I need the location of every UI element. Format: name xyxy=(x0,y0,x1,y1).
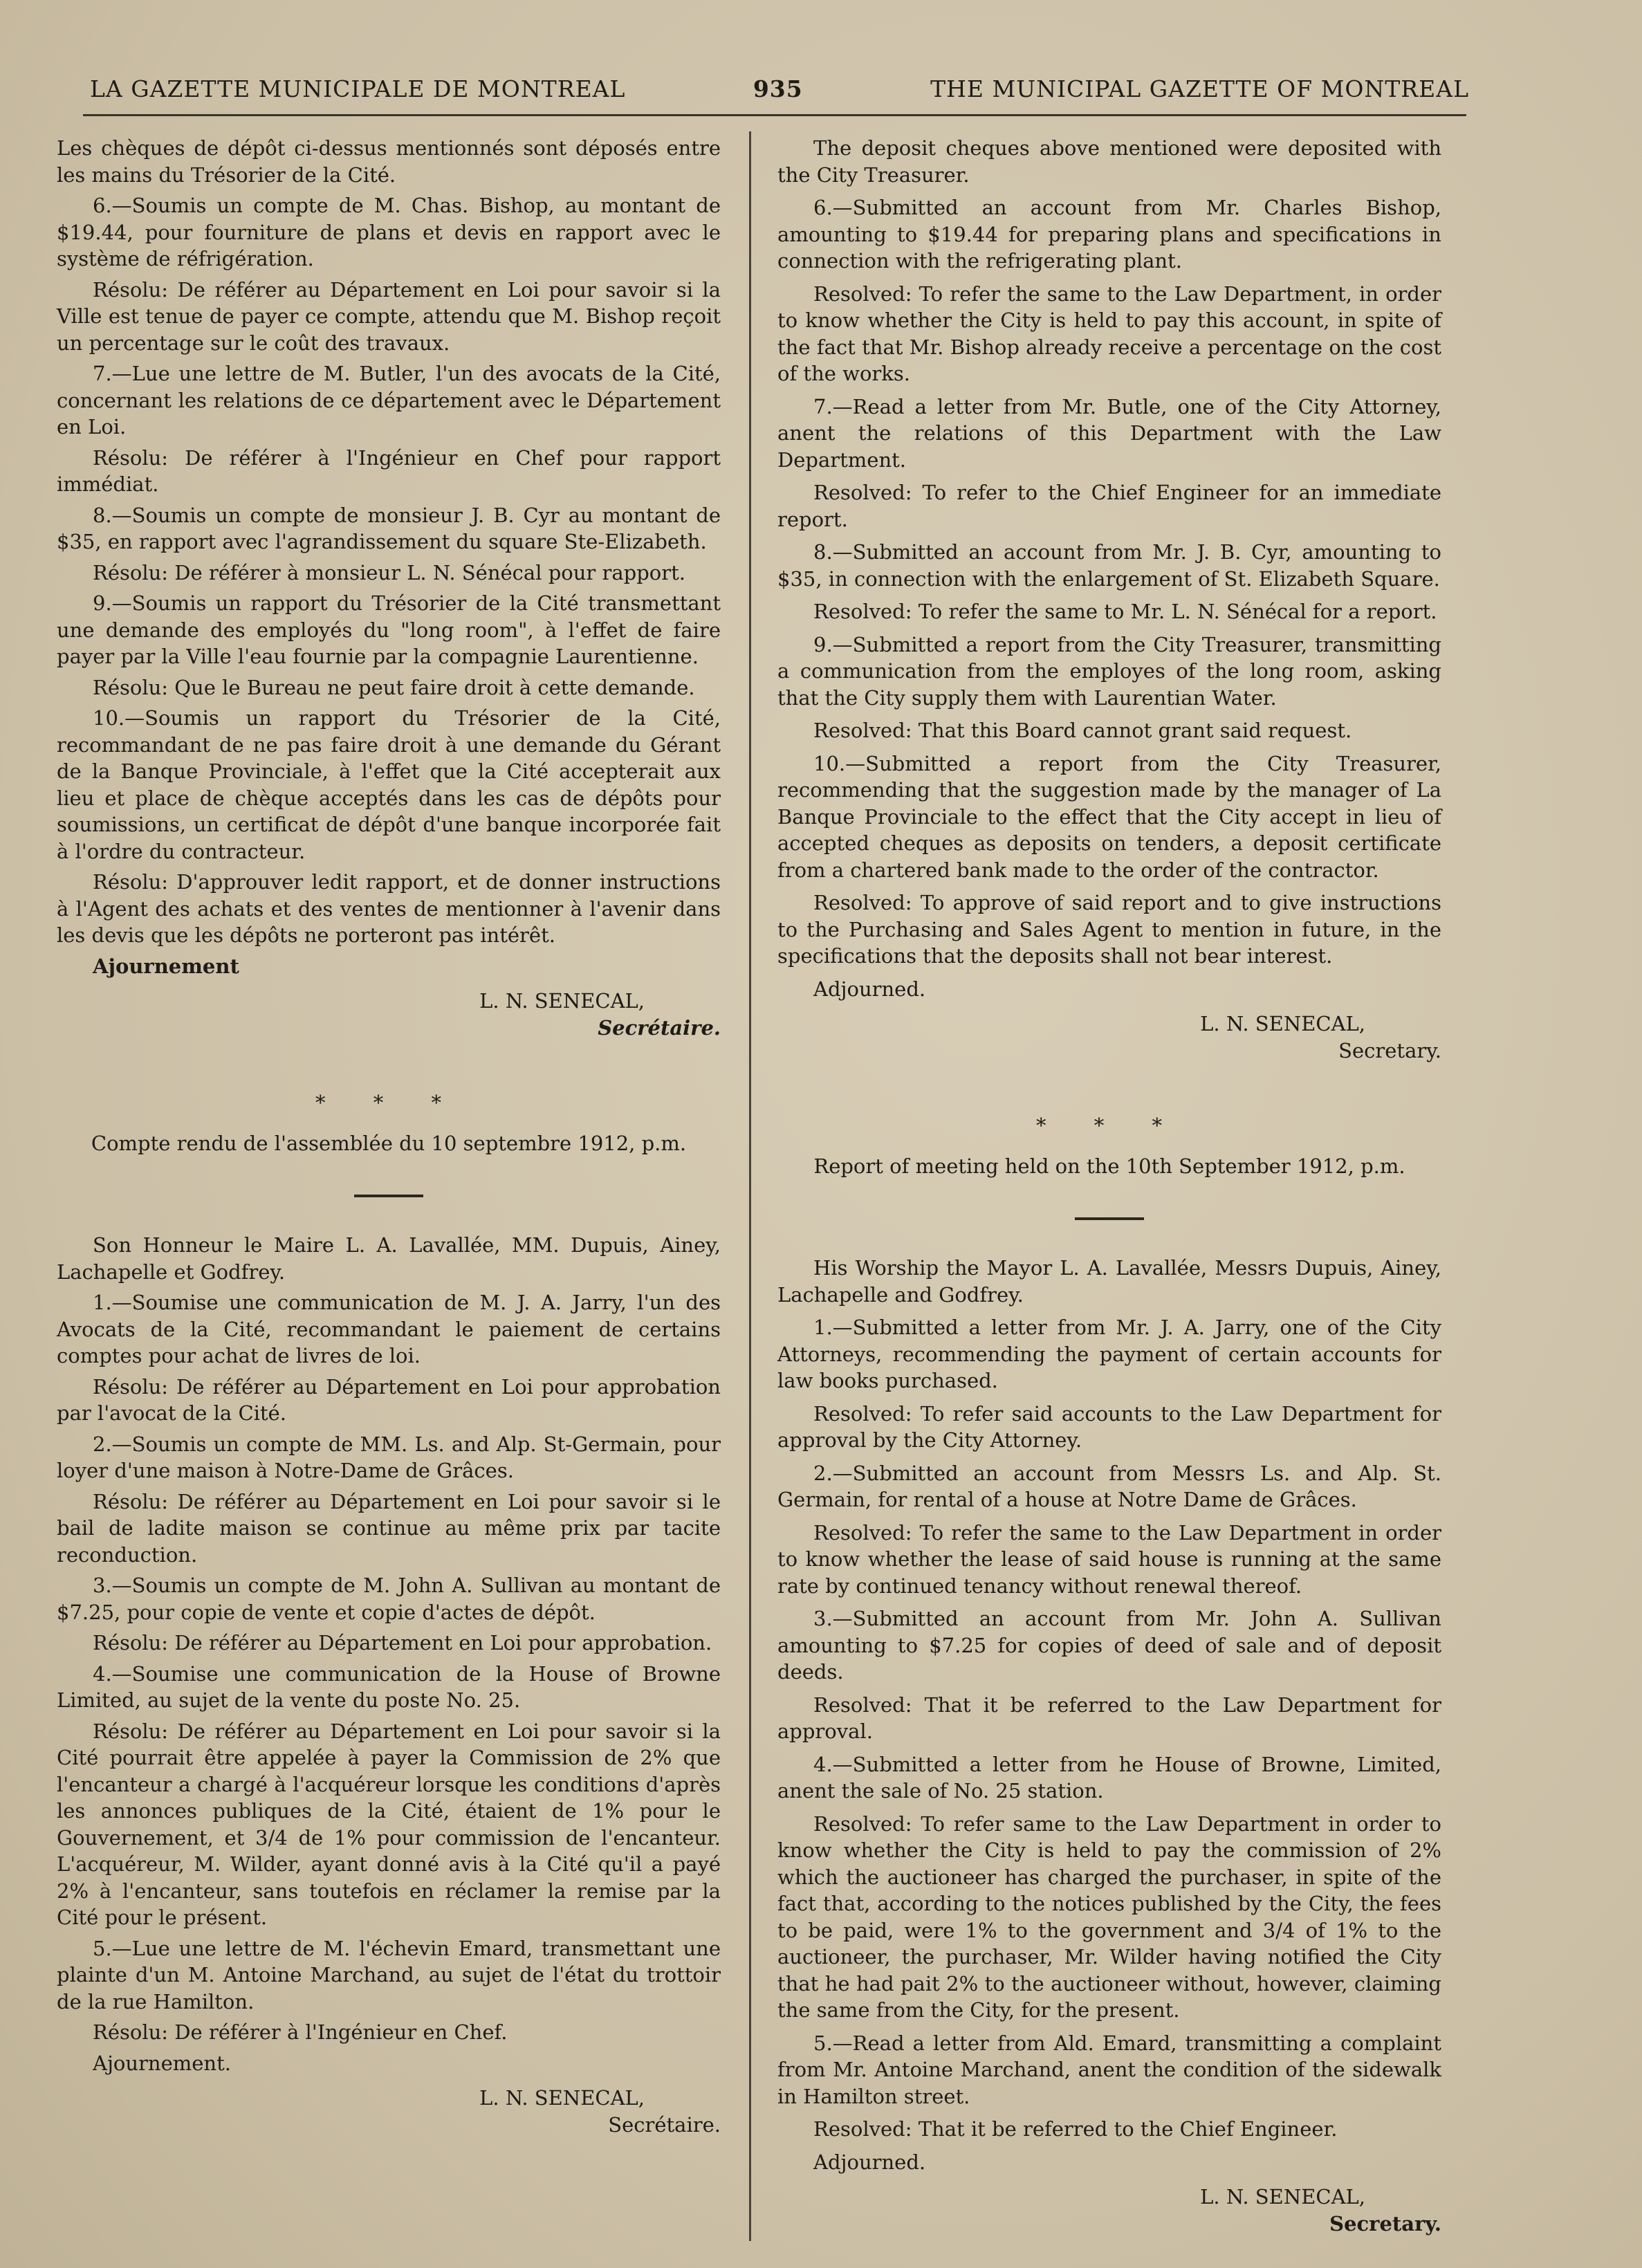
signature-name: L. N. SENECAL, xyxy=(479,989,645,1013)
paragraph: Les chèques de dépôt ci-dessus mentionnés sont déposés entre les mains du Trésorier de la Cité. xyxy=(57,136,721,187)
paragraph: Resolved: That this Board cannot grant said request. xyxy=(813,719,1352,742)
signature-name: L. N. SENECAL, xyxy=(1200,1012,1365,1035)
paragraph: 9.—Soumis un rapport du Trésorier de la Cité transmettant une demande des employés du "long room", à l'effet de faire payer par la Ville l'eau fournie par la compagnie Laurentienne. xyxy=(57,591,721,668)
header-french-title: LA GAZETTE MUNICIPALE DE MONTREAL xyxy=(90,75,626,102)
adjournment: Ajournement. xyxy=(93,2051,231,2075)
english-column xyxy=(777,135,1441,2237)
paragraph: Son Honneur le Maire L. A. Lavallée, MM. Dupuis, Ainey, Lachapelle et Godfrey. xyxy=(57,1233,721,1284)
paragraph: Resolved: To refer said accounts to the Law Department for approval by the City Attorney. xyxy=(777,1401,1441,1452)
paragraph: 1.—Soumise une communication de M. J. A. Jarry, l'un des Avocats de la Cité, recommandant le paiement de certains comptes pour achat de livres de loi. xyxy=(57,1291,721,1367)
signature-name: L. N. SENECAL, xyxy=(1200,2185,1365,2209)
paragraph: Resolved: That it be referred to the Law Department for approval. xyxy=(777,1693,1441,1743)
paragraph: 1.—Submitted a letter from Mr. J. A. Jarry, one of the City Attorneys, recommending the payment of certain accounts for law books purchased. xyxy=(777,1316,1441,1392)
paragraph: Resolved: To refer to the Chief Engineer for an immediate report. xyxy=(777,481,1441,531)
page-header xyxy=(90,68,1469,109)
paragraph: 6.—Submitted an account from Mr. Charles Bishop, amounting to $19.44 for preparing plans and specifications in connection with the refrigerating plant. xyxy=(777,196,1441,273)
paragraph: Resolved: To refer the same to Mr. L. N. Sénécal for a report. xyxy=(813,600,1437,623)
paragraph: 3.—Soumis un compte de M. John A. Sullivan au montant de $7.25, pour copie de vente et copie d'actes de dépôt. xyxy=(57,1574,721,1624)
signature-role: Secrétaire. xyxy=(598,1015,721,1040)
paragraph: 4.—Soumise une communication de la House of Browne Limited, au sujet de la vente du poste No. 25. xyxy=(57,1661,721,1712)
paragraph: Resolved: To approve of said report and to give instructions to the Purchasing and Sales Agent to mention in future, in the specifications that the deposits shall not bear interest. xyxy=(777,891,1441,968)
paragraph: Résolu: De référer à l'Ingénieur en Chef. xyxy=(93,2020,508,2044)
paragraph: Résolu: De référer à l'Ingénieur en Chef pour rapport immédiat. xyxy=(57,445,721,496)
paragraph: Résolu: De référer au Département en Loi pour approbation par l'avocat de la Cité. xyxy=(57,1374,721,1425)
signature-block xyxy=(777,2184,1441,2237)
signature-block xyxy=(57,2085,721,2138)
short-rule xyxy=(1075,1217,1144,1220)
french-column xyxy=(57,135,721,2138)
signature-role: Secretary. xyxy=(1329,2211,1441,2235)
signature-block xyxy=(57,988,721,1041)
signature-role: Secretary. xyxy=(1338,1038,1441,1062)
adjournment: Adjourned. xyxy=(813,2150,926,2174)
paragraph: Résolu: De référer au Département en Loi pour savoir si le bail de ladite maison se continue au même prix par tacite reconduction. xyxy=(57,1489,721,1567)
paragraph: 8.—Soumis un compte de monsieur J. B. Cyr au montant de $35, en rapport avec l'agrandissement du square Ste-Elizabeth. xyxy=(57,503,721,553)
paragraph: 7.—Lue une lettre de M. Butler, l'un des avocats de la Cité, concernant les relations de ce département avec le Département en Loi. xyxy=(57,362,721,439)
header-english-title: THE MUNICIPAL GAZETTE OF MONTREAL xyxy=(930,75,1469,102)
paragraph: 4.—Submitted a letter from he House of Browne, Limited, anent the sale of No. 25 station. xyxy=(777,1752,1441,1803)
meeting-title: Compte rendu de l'assemblée du 10 septembre 1912, p.m. xyxy=(91,1131,687,1155)
paragraph: 2.—Submitted an account from Messrs Ls. and Alp. St. Germain, for rental of a house at Notre Dame de Grâces. xyxy=(777,1461,1441,1511)
page-number: 935 xyxy=(753,75,803,102)
paragraph: Resolved: That it be referred to the Chief Engineer. xyxy=(813,2117,1338,2141)
signature-block xyxy=(777,1011,1441,1064)
short-rule xyxy=(354,1195,423,1197)
paragraph: Résolu: De référer au Département en Loi pour savoir si la Cité pourrait être appelée à payer la Commission de 2% que l'encanteur a chargé à l'acquéreur lorsque les conditions d'après les annonces publiques de la Cité, étaient de 1% pour le Gouvernement, et 3/4 de 1% pour commission de l'encanteur. L'acquéreur, M. Wilder, ayant donné avis à la Cité qu'il a payé 2% à l'encanteur, sans toutefois en réclamer la remise par la Cité pour le présent. xyxy=(57,1719,721,1929)
header-rule xyxy=(83,114,1466,116)
paragraph: Résolu: D'approuver ledit rapport, et de donner instructions à l'Agent des achats et des ventes de mentionner à l'avenir dans les devis que les dépôts ne porteront pas intérêt. xyxy=(57,870,721,947)
meeting-title: Report of meeting held on the 10th September 1912, p.m. xyxy=(813,1154,1405,1178)
paragraph: 10.—Soumis un rapport du Trésorier de la Cité, recommandant de ne pas faire droit à une demande du Gérant de la Banque Provinciale, à l'effet que la Cité accepterait aux lieu et place de chèque acceptés dans les cas de dépôts pour soumissions, un certificat de dépôt d'une banque incorporée fait à l'ordre du contracteur. xyxy=(57,706,721,863)
paragraph: Resolved: To refer same to the Law Department in order to know whether the City is held to pay the commission of 2% which the auctioneer has charged the purchaser, in spite of the fact that, according to the notices published by the City, the fees to be paid, were 1% to the government and 3/4 of 1% to the auctioneer, the purchaser, Mr. Wilder having notified the City that he had pait 2% to the auctioneer without, however, claiming the same from the City, for the present. xyxy=(777,1811,1441,2022)
paragraph: 5.—Lue une lettre de M. l'échevin Emard, transmettant une plainte d'un M. Antoine Marchand, au sujet de l'état du trottoir de la rue Hamilton. xyxy=(57,1936,721,2013)
paragraph: Résolu: De référer à monsieur L. N. Sénécal pour rapport. xyxy=(93,560,685,584)
adjournment: Ajournement xyxy=(93,954,239,978)
paragraph: 3.—Submitted an account from Mr. John A. Sullivan amounting to $7.25 for copies of deed of sale and of deposit deeds. xyxy=(777,1607,1441,1684)
paragraph: 8.—Submitted an account from Mr. J. B. Cyr, amounting to $35, in connection with the enlargement of St. Elizabeth Square. xyxy=(777,540,1441,591)
paragraph: Résolu: De référer au Département en Loi pour savoir si la Ville est tenue de payer ce compte, attendu que M. Bishop reçoit un percentage sur le coût des travaux. xyxy=(57,277,721,355)
paragraph: Résolu: De référer au Département en Loi pour approbation. xyxy=(93,1631,712,1654)
section-separator-stars: * * * xyxy=(315,1091,462,1114)
section-separator-stars: * * * xyxy=(1036,1114,1183,1137)
adjournment: Adjourned. xyxy=(813,977,926,1001)
paragraph: 2.—Soumis un compte de MM. Ls. and Alp. St-Germain, pour loyer d'une maison à Notre-Dame de Grâces. xyxy=(57,1432,721,1482)
paragraph: Resolved: To refer the same to the Law Department in order to know whether the lease of said house is running at the same rate by continued tenancy without renewal thereof. xyxy=(777,1520,1441,1598)
paragraph: Resolved: To refer the same to the Law Department, in order to know whether the City is held to pay this account, in spite of the fact that Mr. Bishop already receive a percentage on the cost of the works. xyxy=(777,282,1441,385)
signature-role: Secrétaire. xyxy=(608,2112,721,2137)
paragraph: 6.—Soumis un compte de M. Chas. Bishop, au montant de $19.44, pour fourniture de plans et devis en rapport avec le système de réfrigération. xyxy=(57,194,721,270)
paragraph: The deposit cheques above mentioned were deposited with the City Treasurer. xyxy=(777,136,1441,187)
paragraph: Résolu: Que le Bureau ne peut faire droit à cette demande. xyxy=(93,675,695,699)
column-divider xyxy=(749,131,751,2241)
paragraph: His Worship the Mayor L. A. Lavallée, Messrs Dupuis, Ainey, Lachapelle and Godfrey. xyxy=(777,1256,1441,1307)
paragraph: 5.—Read a letter from Ald. Emard, transmitting a complaint from Mr. Antoine Marchand, anent the condition of the sidewalk in Hamilton street. xyxy=(777,2031,1441,2108)
paragraph: 9.—Submitted a report from the City Treasurer, transmitting a communication from the employes of the long room, asking that the City supply them with Laurentian Water. xyxy=(777,632,1441,710)
paragraph: 10.—Submitted a report from the City Treasurer, recommending that the suggestion made by the manager of La Banque Provinciale to the effect that the City accept in lieu of accepted cheques as deposits on tenders, a deposit certificate from a chartered bank made to the order of the contractor. xyxy=(777,751,1441,882)
signature-name: L. N. SENECAL, xyxy=(479,2086,645,2110)
paragraph: 7.—Read a letter from Mr. Butle, one of the City Attorney, anent the relations of this Department with the Law Department. xyxy=(777,394,1441,472)
